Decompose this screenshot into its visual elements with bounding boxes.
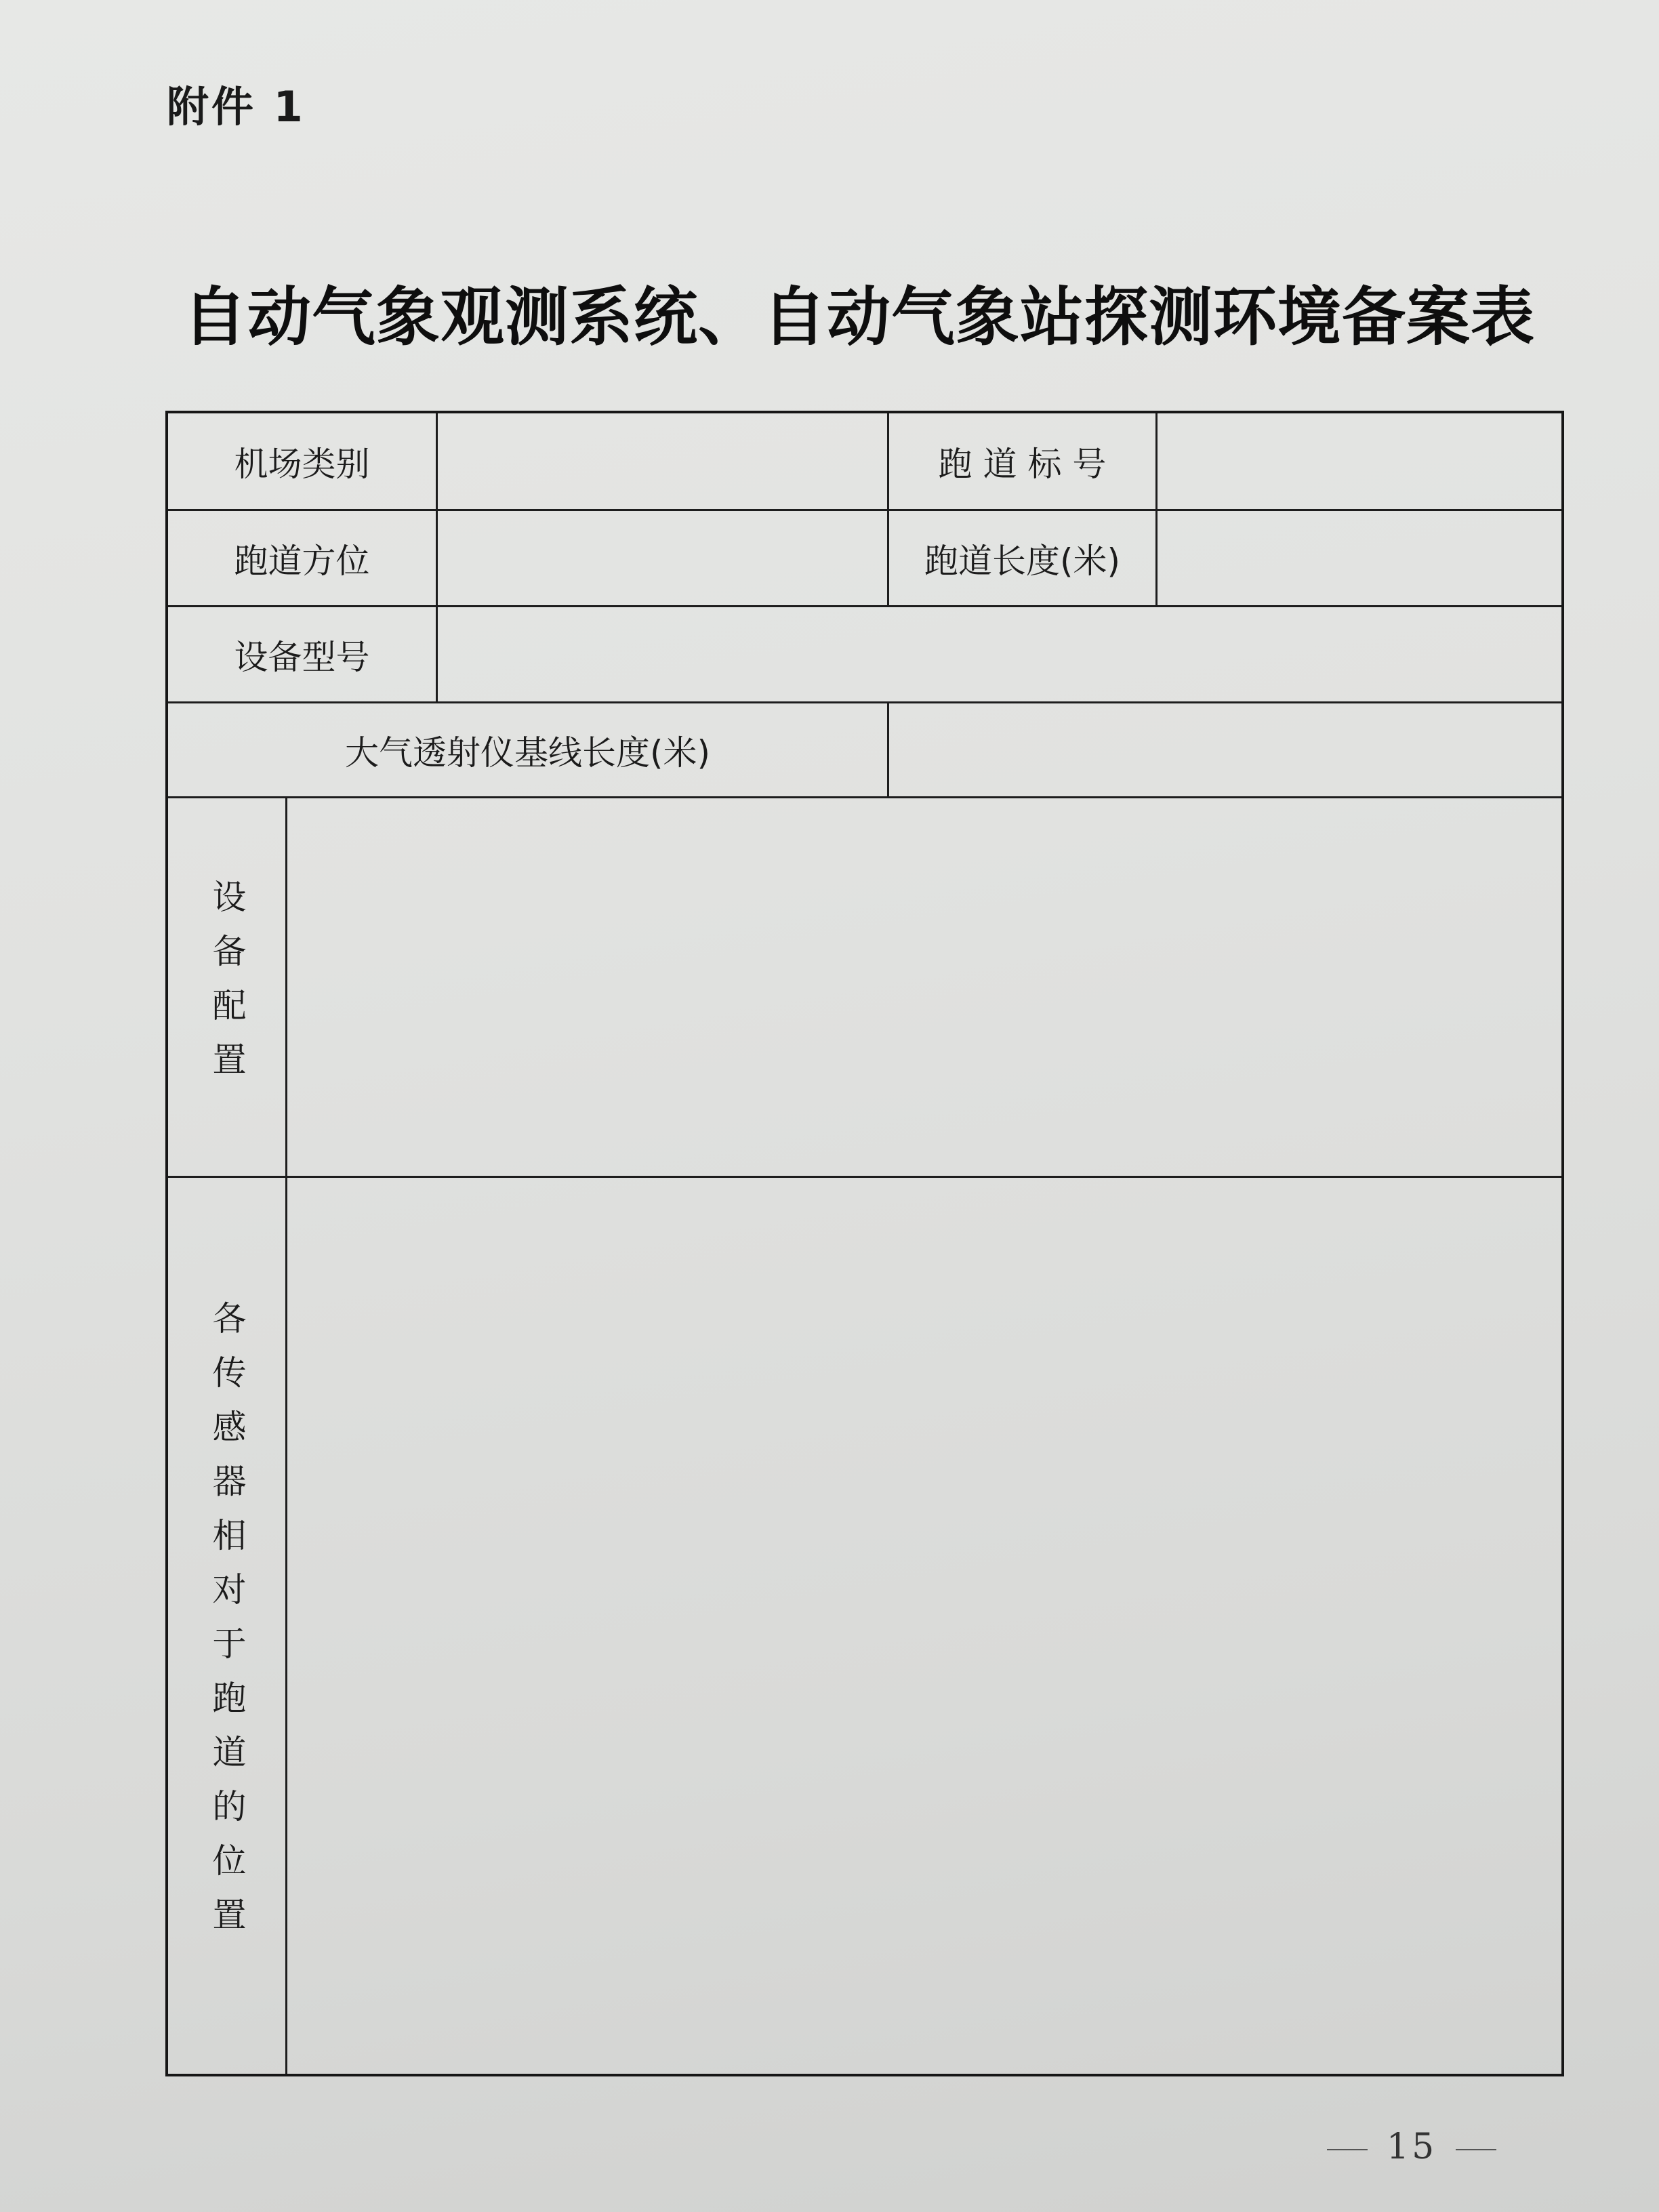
runway-orientation-field[interactable] — [438, 511, 889, 605]
runway-number-label: 跑 道 标 号 — [889, 413, 1158, 509]
form-row-equipment-model — [168, 607, 1561, 703]
transmissometer-baseline-label: 大气透射仪基线长度(米) — [168, 703, 889, 796]
document-title: 自动气象观测系统、自动气象站探测环境备案表 — [183, 280, 1536, 354]
runway-orientation-label: 跑道方位 — [168, 511, 438, 605]
form-row-sensor-position — [168, 1178, 1561, 2074]
equipment-config-field[interactable] — [287, 798, 1561, 1176]
annex-label: 附件 1 — [167, 82, 306, 131]
transmissometer-baseline-field[interactable] — [889, 703, 1561, 796]
runway-length-field[interactable] — [1158, 511, 1561, 605]
airport-category-label: 机场类别 — [168, 413, 438, 509]
form-row-airport — [168, 413, 1561, 511]
page-number-dash-right — [1456, 2149, 1496, 2150]
sensor-position-field[interactable] — [287, 1178, 1561, 2074]
form-row-transmissometer — [168, 703, 1561, 798]
form-row-runway — [168, 511, 1561, 607]
runway-number-field[interactable] — [1158, 413, 1561, 509]
equipment-config-label: 设备配置 — [207, 878, 247, 1096]
show-through-shadow — [1416, 95, 1552, 136]
equipment-model-field[interactable] — [438, 607, 1561, 701]
registration-form-table — [165, 411, 1564, 2076]
sensor-position-label: 各传感器相对于跑道的位置 — [207, 1300, 247, 1951]
page-number-dash-left — [1327, 2149, 1368, 2150]
runway-length-label: 跑道长度(米) — [889, 511, 1158, 605]
page-number — [1308, 2127, 1515, 2167]
sensor-position-label-cell — [168, 1178, 287, 2074]
equipment-config-label-cell — [168, 798, 287, 1176]
airport-category-field[interactable] — [438, 413, 889, 509]
form-row-equipment-config — [168, 798, 1561, 1178]
equipment-model-label: 设备型号 — [168, 607, 438, 701]
page-number-value: 15 — [1387, 2127, 1437, 2167]
